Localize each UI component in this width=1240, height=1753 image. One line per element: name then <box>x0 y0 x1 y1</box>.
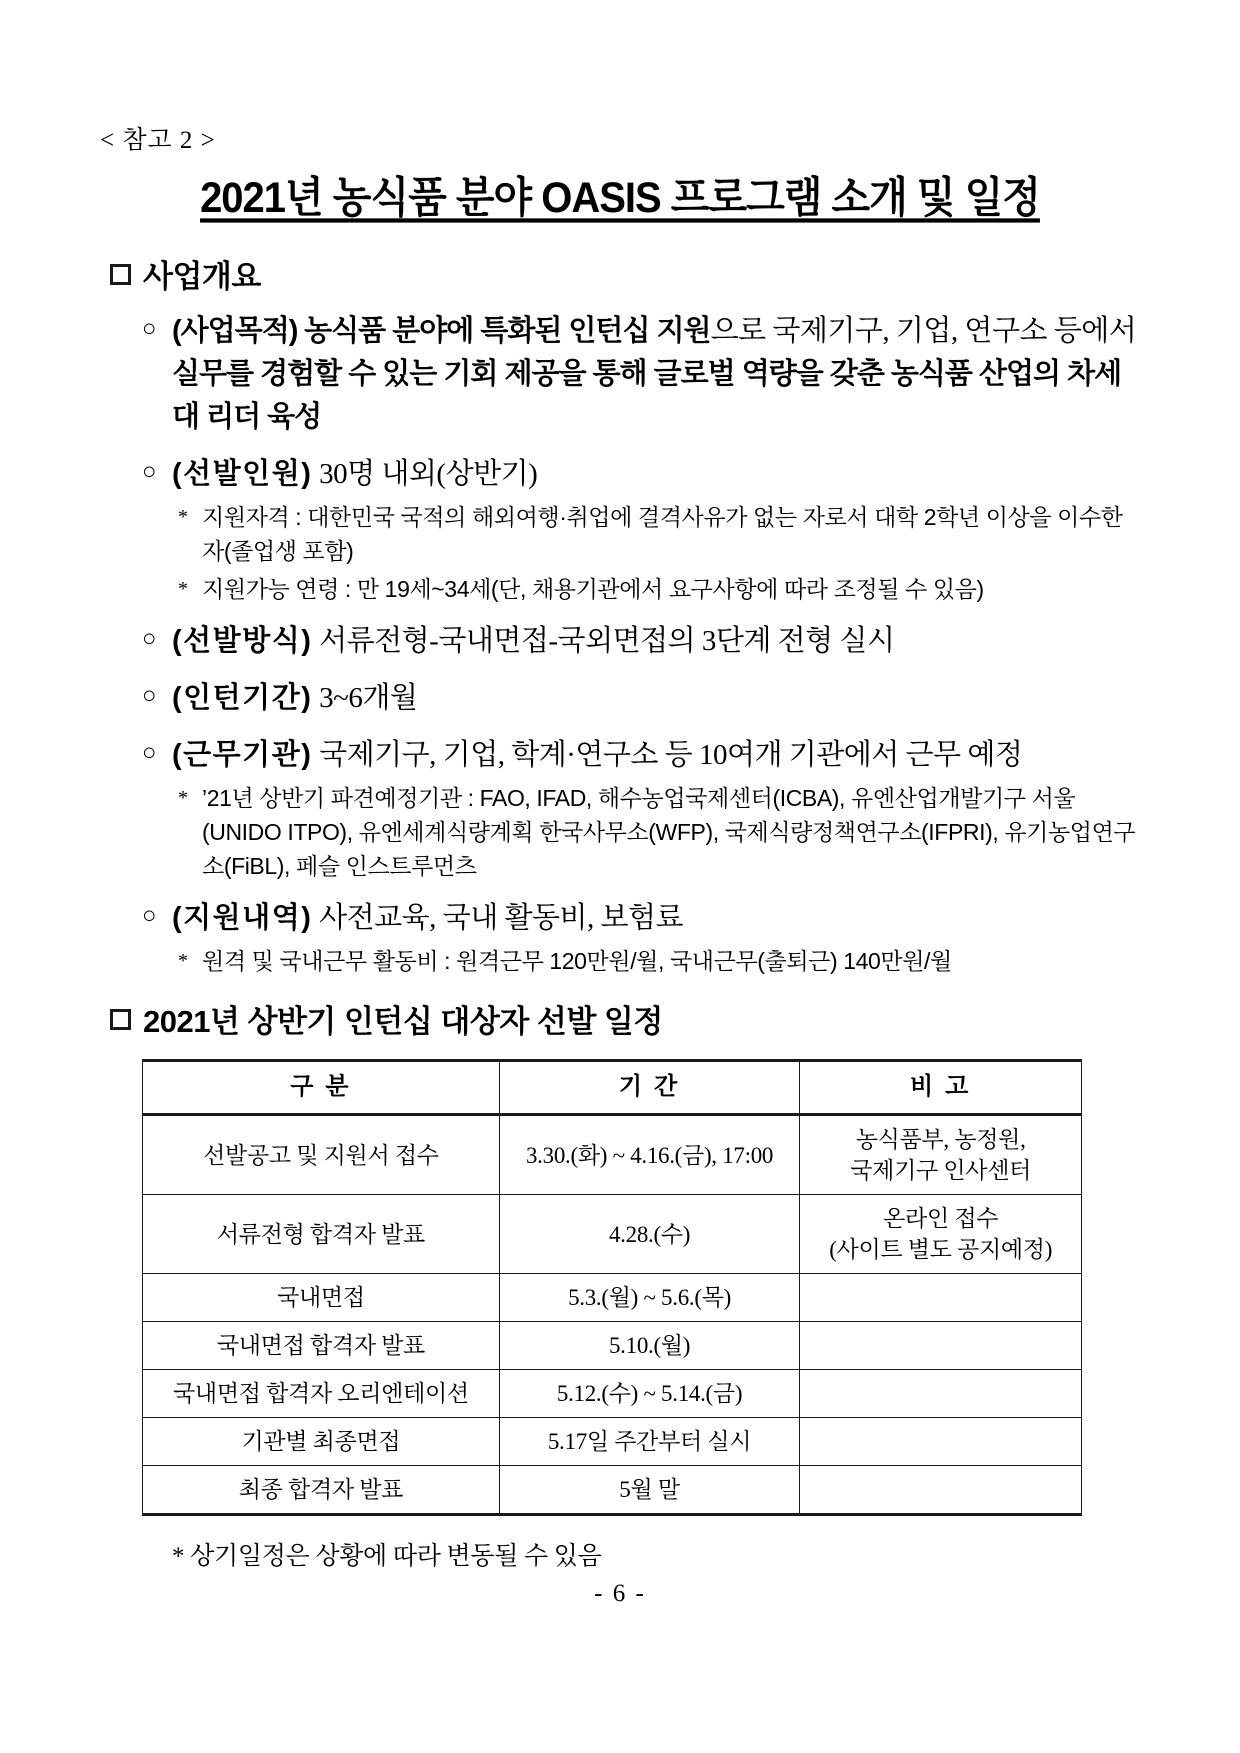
document-content <box>100 120 1140 1572</box>
list-item-purpose <box>142 310 1140 439</box>
cell-period: 5.12.(수) ~ 5.14.(금) <box>499 1370 799 1418</box>
list-item-support-details <box>142 897 1140 940</box>
cell-remark <box>800 1115 1082 1195</box>
cell-division: 국내면접 합격자 오리엔테이션 <box>143 1370 500 1418</box>
circle-bullet-icon: ○ <box>142 740 157 766</box>
schedule-table-body <box>143 1115 1082 1515</box>
cell-period: 5월 말 <box>499 1466 799 1515</box>
asterisk-icon: * <box>178 578 188 600</box>
cell-division: 최종 합격자 발표 <box>143 1466 500 1515</box>
cell-remark <box>800 1370 1082 1418</box>
table-row <box>143 1115 1082 1195</box>
square-bullet-icon <box>110 264 131 285</box>
cell-remark <box>800 1418 1082 1466</box>
table-row <box>143 1466 1082 1515</box>
column-header-division: 구 분 <box>143 1061 500 1115</box>
list-item-internship-period-text <box>172 677 417 720</box>
schedule-table-head <box>143 1061 1082 1115</box>
list-item-support-details-text <box>172 897 683 940</box>
table-row <box>143 1418 1082 1466</box>
cell-remark-line1: 온라인 접수 <box>883 1206 999 1231</box>
list-item-purpose-part2: 으로 국제기구, 기업, 연구소 등에서 <box>710 315 1137 347</box>
list-item-host-organizations <box>142 734 1140 777</box>
table-row <box>143 1274 1082 1322</box>
list-item-internship-period <box>142 677 1140 720</box>
cell-period: 5.17일 주간부터 실시 <box>499 1418 799 1466</box>
table-footnote: * 상기일정은 상황에 따라 변동될 수 있음 <box>172 1543 602 1570</box>
list-item-internship-period-label: (인턴기간) <box>172 682 313 714</box>
square-bullet-icon <box>110 1009 131 1030</box>
column-header-remark: 비 고 <box>800 1061 1082 1115</box>
note-age <box>178 572 1140 606</box>
list-item-selection-count-label: (선발인원) <box>172 458 313 490</box>
list-item-purpose-part1: 농식품 분야에 특화된 인턴십 지원 <box>304 315 711 347</box>
cell-division: 국내면접 <box>143 1274 500 1322</box>
section-heading-schedule-label: 2021년 상반기 인턴십 대상자 선발 일정 <box>143 1004 663 1039</box>
cell-remark-line2: (사이트 별도 공지예정) <box>829 1237 1053 1262</box>
note-allowance <box>178 944 1140 978</box>
asterisk-icon: * <box>178 506 188 528</box>
table-header-row <box>143 1061 1082 1115</box>
cell-remark-line2: 국제기구 인사센터 <box>850 1158 1032 1183</box>
list-item-purpose-part3: 실무를 경험할 수 있는 기회 제공을 통해 글로벌 역량을 갖춘 농식품 산업의 차세대 리더 육성 <box>172 358 1122 433</box>
page-title: 2021년 농식품 분야 OASIS 프로그램 소개 및 일정 <box>200 174 1040 222</box>
cell-remark <box>800 1274 1082 1322</box>
list-item-selection-method-text <box>172 620 894 663</box>
list-item-selection-count-value: 30명 내외(상반기) <box>319 458 538 490</box>
circle-bullet-icon: ○ <box>142 459 157 485</box>
note-eligibility-text: 지원자격 : 대한민국 국적의 해외여행·취업에 결격사유가 없는 자로서 대학 2학년 이상을 이수한 자(졸업생 포함) <box>202 504 1123 564</box>
list-item-support-details-value: 사전교육, 국내 활동비, 보험료 <box>319 902 684 934</box>
cell-period: 4.28.(수) <box>499 1195 799 1274</box>
cell-division: 서류전형 합격자 발표 <box>143 1195 500 1274</box>
list-item-selection-method <box>142 620 1140 663</box>
cell-period: 5.10.(월) <box>499 1322 799 1370</box>
cell-division: 기관별 최종면접 <box>143 1418 500 1466</box>
cell-period: 5.3.(월) ~ 5.6.(목) <box>499 1274 799 1322</box>
section-heading-overview <box>110 251 1140 296</box>
reference-tag: < 참고 2 > <box>100 127 216 154</box>
cell-division: 선발공고 및 지원서 접수 <box>143 1115 500 1195</box>
list-item-host-organizations-text <box>172 734 1022 777</box>
schedule-table <box>142 1059 1082 1516</box>
list-item-host-organizations-value: 국제기구, 기업, 학계·연구소 등 10여개 기관에서 근무 예정 <box>319 739 1023 771</box>
list-item-purpose-text <box>172 310 1140 439</box>
table-row <box>143 1370 1082 1418</box>
circle-bullet-icon: ○ <box>142 316 157 342</box>
table-row <box>143 1195 1082 1274</box>
cell-remark <box>800 1195 1082 1274</box>
page-number: - 6 - <box>594 1580 646 1607</box>
list-item-selection-count <box>142 453 1140 496</box>
note-eligibility <box>178 500 1140 568</box>
schedule-table-wrapper <box>142 1059 1082 1516</box>
note-age-text: 지원가능 연령 : 만 19세~34세(단, 채용기관에서 요구사항에 따라 조정될 수 있음) <box>202 576 984 602</box>
note-allowance-text: 원격 및 국내근무 활동비 : 원격근무 120만원/월, 국내근무(출퇴근) 140만원/월 <box>202 948 952 974</box>
list-item-purpose-label: (사업목적) <box>172 315 298 347</box>
circle-bullet-icon: ○ <box>142 903 157 929</box>
table-row <box>143 1322 1082 1370</box>
section-heading-label: 사업개요 <box>143 259 261 294</box>
cell-period: 3.30.(화) ~ 4.16.(금), 17:00 <box>499 1115 799 1195</box>
cell-remark-line1: 농식품부, 농정원, <box>855 1127 1026 1152</box>
list-item-selection-method-value: 서류전형-국내면접-국외면접의 3단계 전형 실시 <box>319 625 895 657</box>
list-item-host-organizations-label: (근무기관) <box>172 739 313 771</box>
list-item-support-details-label: (지원내역) <box>172 902 313 934</box>
circle-bullet-icon: ○ <box>142 683 157 709</box>
note-dispatch-organizations <box>178 781 1140 883</box>
cell-division: 국내면접 합격자 발표 <box>143 1322 500 1370</box>
cell-remark <box>800 1466 1082 1515</box>
section-heading-schedule <box>110 996 1140 1041</box>
list-item-selection-count-text <box>172 453 537 496</box>
asterisk-icon: * <box>178 950 188 972</box>
list-item-selection-method-label: (선발방식) <box>172 625 313 657</box>
list-item-internship-period-value: 3~6개월 <box>319 682 418 714</box>
circle-bullet-icon: ○ <box>142 626 157 652</box>
asterisk-icon: * <box>178 787 188 809</box>
column-header-period: 기 간 <box>499 1061 799 1115</box>
note-dispatch-organizations-text: ’21년 상반기 파견예정기관 : FAO, IFAD, 해수농업국제센터(ICBA), 유엔산업개발기구 서울(UNIDO ITPO), 유엔세계식량계획 한국사무소(WFP), 국제식량정책연구소(IFPRI), 유기농업연구소(FiBL), 페슬 인스트루먼츠 <box>202 785 1136 879</box>
cell-remark <box>800 1322 1082 1370</box>
